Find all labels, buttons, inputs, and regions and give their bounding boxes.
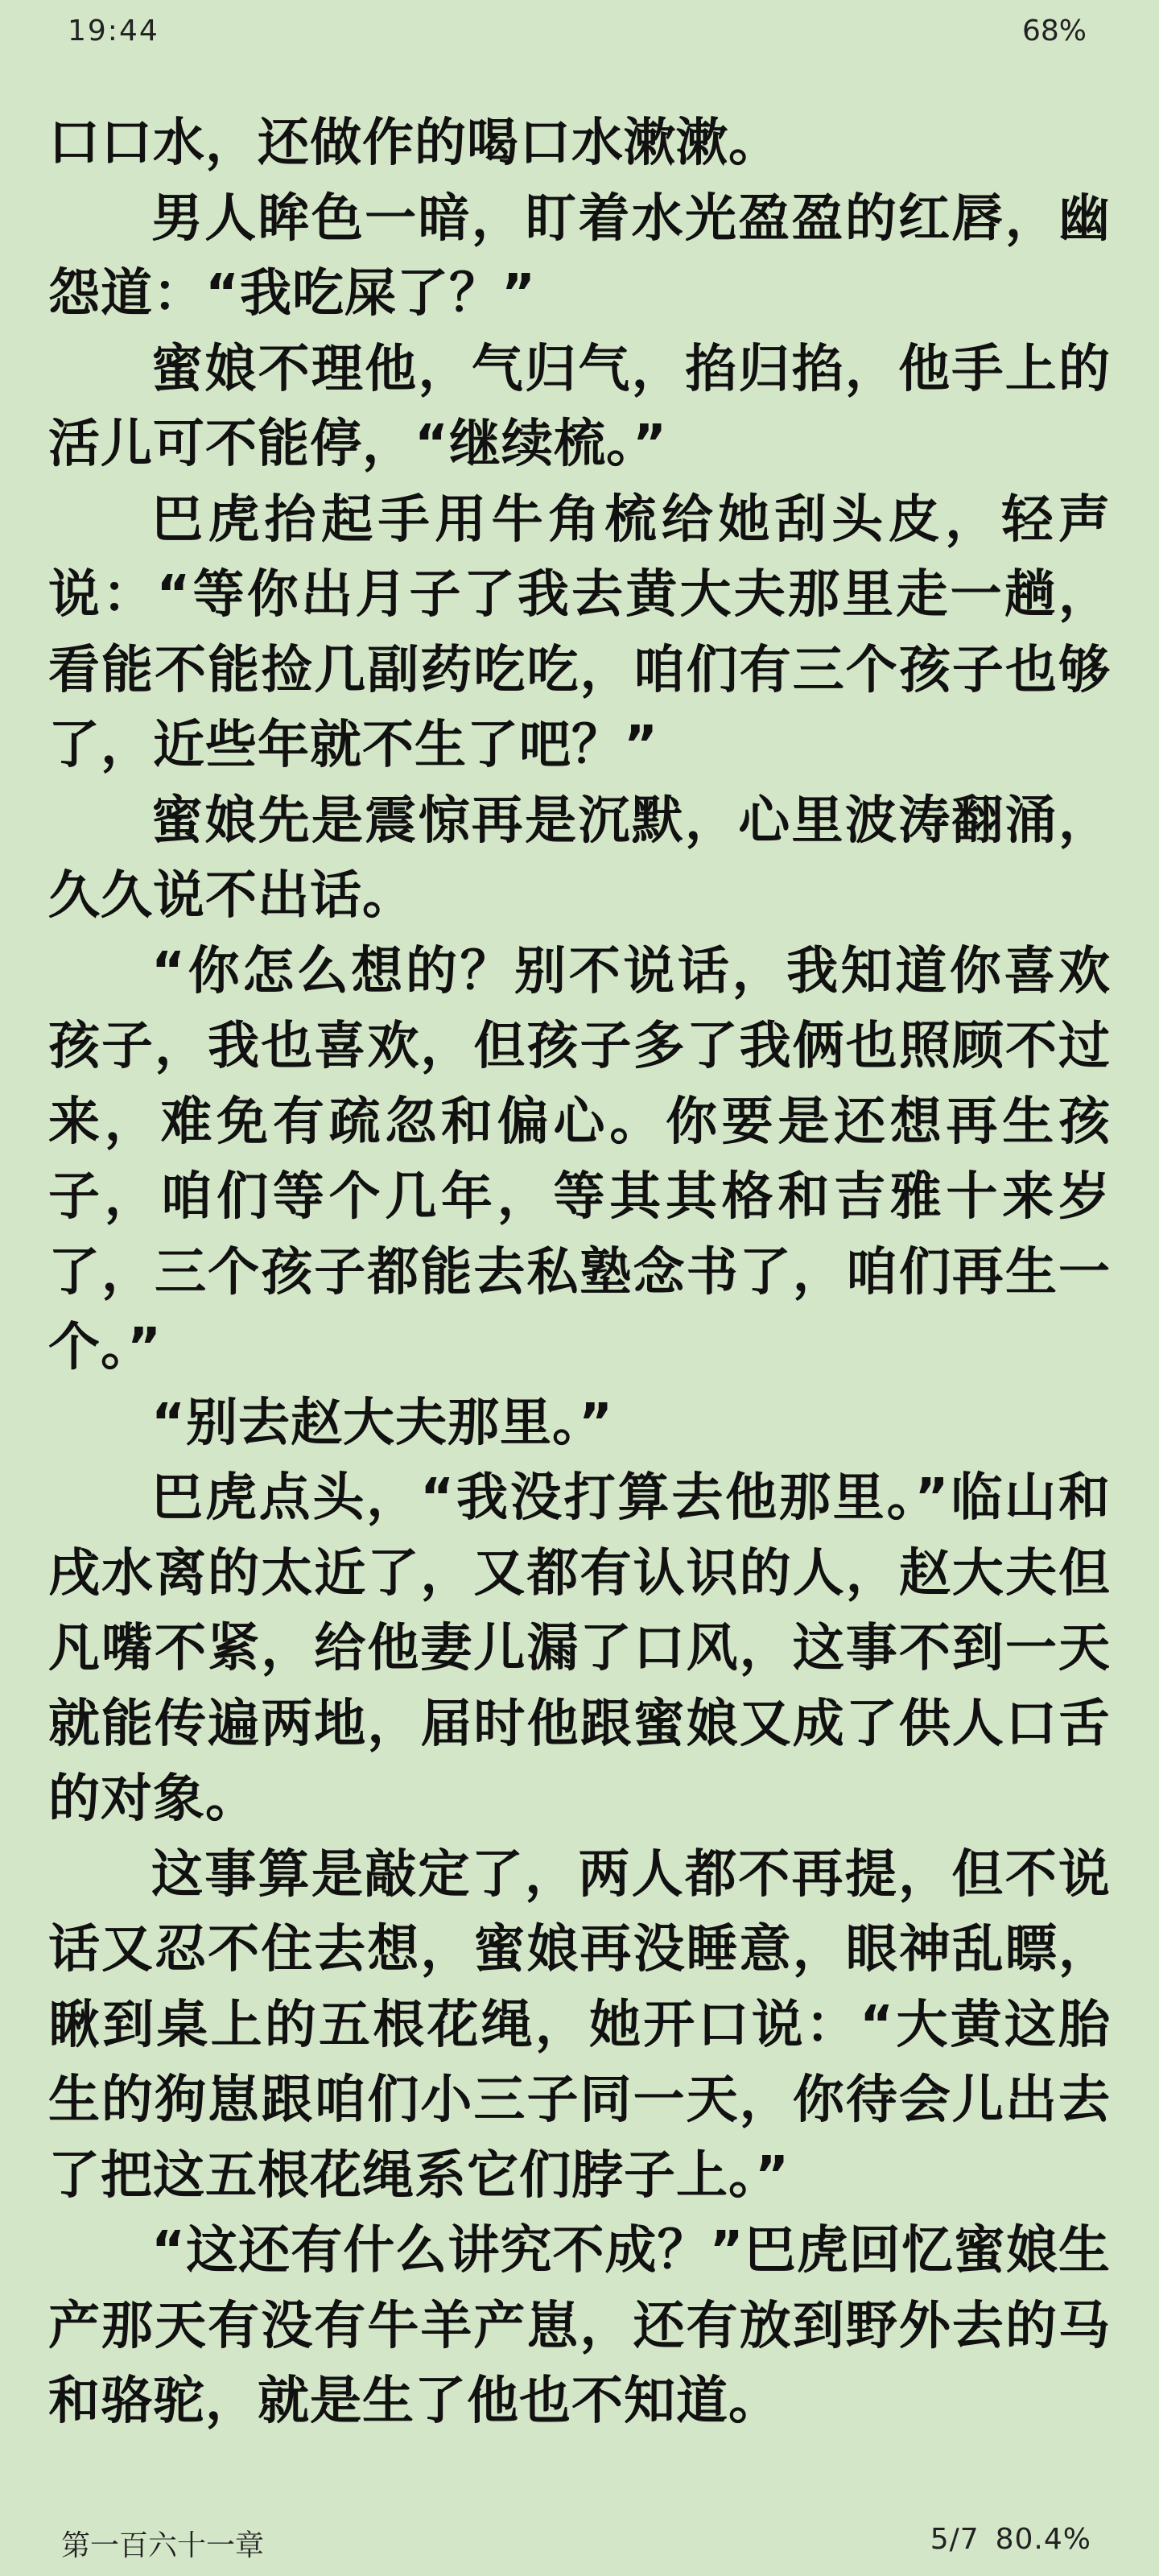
battery-level: 68% bbox=[1021, 14, 1087, 47]
chapter-title: 第一百六十一章 bbox=[61, 2529, 265, 2562]
status-bar bbox=[0, 0, 1159, 68]
paragraph: 男人眸色一暗，盯着水光盈盈的红唇，幽怨道：“我吃屎了？” bbox=[48, 188, 1111, 324]
paragraph: “这还有什么讲究不成？”巴虎回忆蜜娘生产那天有没有牛羊产崽，还有放到野外去的马和骆驼，就是生了他也不知道。 bbox=[48, 2221, 1111, 2431]
paragraph: “你怎么想的？别不说话，我知道你喜欢孩子，我也喜欢，但孩子多了我俩也照顾不过来，难免有疏忽和偏心。你要是还想再生孩子，咱们等个几年，等其其格和吉雅十来岁了，三个孩子都能去私塾念书了，咱们再生一个。” bbox=[48, 941, 1111, 1377]
paragraph: 巴虎抬起手用牛角梳给她刮头皮，轻声说：“等你出月子了我去黄大夫那里走一趟，看能不能捡几副药吃吃，咱们有三个孩子也够了，近些年就不生了吧？” bbox=[48, 489, 1111, 775]
paragraph: 巴虎点头，“我没打算去他那里。”临山和戌水离的太近了，又都有认识的人，赵大夫但凡嘴不紧，给他妻儿漏了口风，这事不到一天就能传遍两地，届时他跟蜜娘又成了供人口舌的对象。 bbox=[48, 1468, 1111, 1829]
progress-percent: 80.4% bbox=[995, 2523, 1091, 2556]
status-time: 19:44 bbox=[68, 14, 159, 47]
reading-progress bbox=[930, 2523, 1091, 2556]
paragraph: 蜜娘先是震惊再是沉默，心里波涛翻涌，久久说不出话。 bbox=[48, 791, 1111, 926]
paragraph: 口口水，还做作的喝口水漱漱。 bbox=[48, 114, 781, 173]
paragraph: 蜜娘不理他，气归气，掐归掐，他手上的活儿可不能停，“继续梳。” bbox=[48, 339, 1111, 474]
reader-footer bbox=[0, 2512, 1159, 2576]
page-indicator: 5/7 bbox=[930, 2523, 980, 2556]
reader-content[interactable] bbox=[48, 106, 1111, 2489]
paragraph: “别去赵大夫那里。” bbox=[151, 1393, 614, 1453]
paragraph: 这事算是敲定了，两人都不再提，但不说话又忍不住去想，蜜娘再没睡意，眼神乱瞟，瞅到桌上的五根花绳，她开口说：“大黄这胎生的狗崽跟咱们小三子同一天，你待会儿出去了把这五根花绳系它们脖子上。” bbox=[48, 1844, 1111, 2206]
